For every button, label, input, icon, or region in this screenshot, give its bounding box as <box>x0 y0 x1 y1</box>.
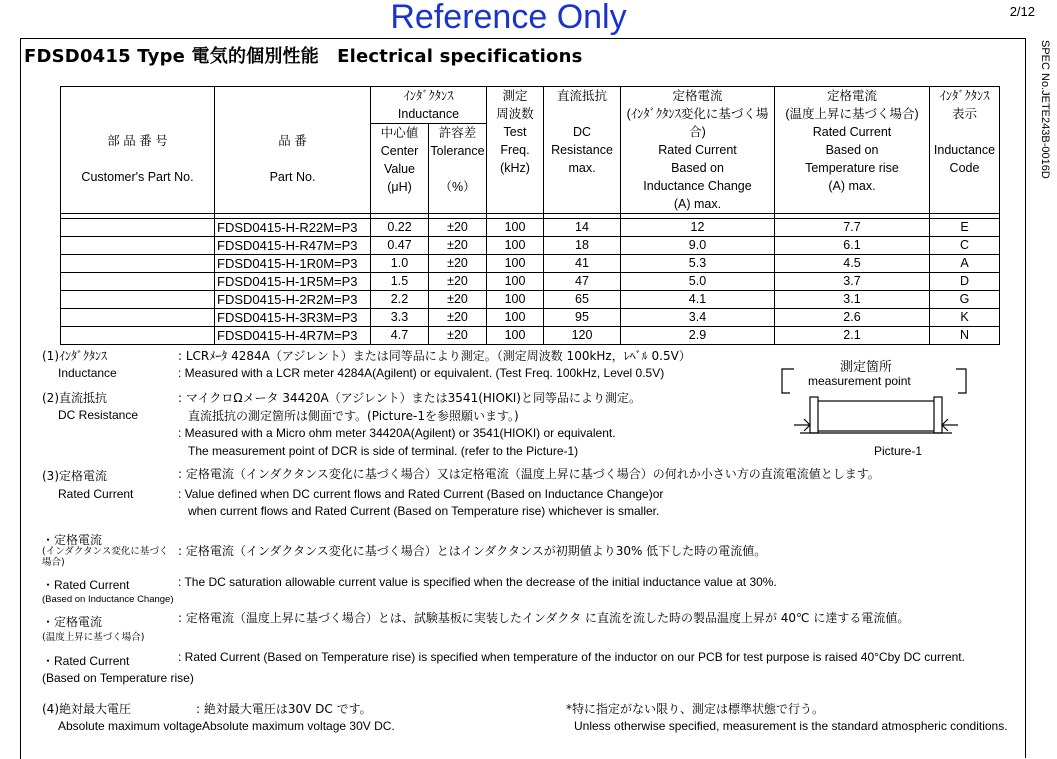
picture-label-en: measurement point <box>808 374 911 388</box>
cell-center-value: 0.47 <box>371 237 429 255</box>
header-part-jp: 品 番 <box>278 134 307 148</box>
bullet3-sublabel: (温度上昇に基づく場合) <box>42 632 145 643</box>
cell-dc-resistance: 120 <box>544 327 621 345</box>
header-ind-jp: ｲﾝﾀﾞｸﾀﾝｽ <box>403 89 454 103</box>
cell-tolerance: ±20 <box>429 309 487 327</box>
header-test-freq <box>487 87 544 214</box>
cell-customer-part-no <box>61 219 215 237</box>
header-cust-en: Customer's Part No. <box>81 170 194 184</box>
note3-en1: : Value defined when DC current flows and Rated Current (Based on Inductance Change)or <box>178 487 664 501</box>
picture-label-jp: 測定箇所 <box>840 360 893 375</box>
cell-rated-current-temperature: 7.7 <box>775 219 930 237</box>
cell-dc-resistance: 41 <box>544 255 621 273</box>
header-tol-unit: （%） <box>439 180 476 194</box>
cell-rated-current-inductance: 3.4 <box>621 309 775 327</box>
cell-part-no: FDSD0415-H-3R3M=P3 <box>215 309 371 327</box>
table-row <box>61 309 1000 327</box>
page-number: 2/12 <box>1009 4 1035 19</box>
cell-rated-current-temperature: 3.7 <box>775 273 930 291</box>
cell-customer-part-no <box>61 273 215 291</box>
cell-customer-part-no <box>61 237 215 255</box>
header-tol-jp: 許容差 <box>438 126 477 140</box>
note1-label-en: Inductance <box>58 366 117 380</box>
note4-label-en: Absolute maximum voltage <box>58 719 203 733</box>
header-dcr-jp: 直流抵抗 <box>556 89 607 103</box>
note3-label-jp: (3)定格電流 <box>42 469 107 483</box>
cell-center-value: 2.2 <box>371 291 429 309</box>
header-ri-en3: Inductance Change <box>643 179 752 193</box>
table-row <box>61 237 1000 255</box>
bullet4-sublabel: (Based on Temperature rise) <box>42 671 194 685</box>
header-freq-jp1: 測定 <box>502 89 528 103</box>
note3-jp: : 定格電流（インダクタンス変化に基づく場合）又は定格電流（温度上昇に基づく場合）の何れか小さい方の直流電流値とします。 <box>178 467 880 481</box>
table-row <box>61 219 1000 237</box>
header-rt-jp1: 定格電流 <box>826 89 877 103</box>
note1-label-jp: (1)ｲﾝﾀﾞｸﾀﾝｽ <box>42 349 107 363</box>
header-rt-unit: (A) max. <box>828 179 876 193</box>
cell-rated-current-inductance: 2.9 <box>621 327 775 345</box>
header-freq-jp2: 周波数 <box>496 107 534 121</box>
table-row <box>61 327 1000 345</box>
header-tol-en: Tolerance <box>430 144 485 158</box>
note2-label-jp: (2)直流抵抗 <box>42 391 107 405</box>
note1-jp: : LCRﾒｰﾀ 4284A（アジレント）または同等品により測定。（測定周波数 100kHz，ﾚﾍﾞﾙ 0.5V） <box>178 349 691 363</box>
cell-tolerance: ±20 <box>429 237 487 255</box>
cell-rated-current-inductance: 5.3 <box>621 255 775 273</box>
header-ri-jp1: 定格電流 <box>672 89 723 103</box>
header-code-jp2: 表示 <box>951 107 977 121</box>
cell-rated-current-temperature: 3.1 <box>775 291 930 309</box>
measurement-point-diagram <box>780 355 970 445</box>
header-center-unit: (μH) <box>387 180 412 194</box>
note2-en1: : Measured with a Micro ohm meter 34420A(Agilent) or 3541(HIOKI) or equivalent. <box>178 426 616 440</box>
header-dcr-en3: max. <box>568 161 596 175</box>
header-inductance <box>371 87 487 124</box>
cell-tolerance: ±20 <box>429 273 487 291</box>
cell-dc-resistance: 18 <box>544 237 621 255</box>
bullet4-text: : Rated Current (Based on Temperature rise) is specified when temperature of the inductor on our PCB for test purpose is raised 40°Cby DC current. <box>178 650 965 664</box>
bullet2-sublabel: (Based on Inductance Change) <box>42 594 174 605</box>
header-freq-unit: (kHz) <box>500 161 530 175</box>
cell-dc-resistance: 47 <box>544 273 621 291</box>
note4-jp: : 絶対最大電圧は30V DC です。 <box>196 702 372 716</box>
header-center-value <box>371 124 429 214</box>
bullet3-label: ・定格電流 <box>42 615 103 629</box>
standard-conditions-en: Unless otherwise specified, measurement is the standard atmospheric conditions. <box>574 719 1008 733</box>
cell-test-freq: 100 <box>487 327 544 345</box>
cell-inductance-code: A <box>930 255 1000 273</box>
header-rt-jp2: (温度上昇に基づく場合) <box>785 107 919 121</box>
document-title: FDSD0415 Type 電気的個別性能 Electrical specifications <box>24 46 583 67</box>
header-tolerance <box>429 124 487 214</box>
header-center-en2: Value <box>383 162 416 176</box>
cell-customer-part-no <box>61 255 215 273</box>
header-inductance-code <box>930 87 1000 214</box>
header-rt-en3: Temperature rise <box>805 161 899 175</box>
header-freq-en1: Test <box>503 125 527 139</box>
spec-table <box>60 86 1000 345</box>
cell-tolerance: ±20 <box>429 219 487 237</box>
cell-part-no: FDSD0415-H-R22M=P3 <box>215 219 371 237</box>
header-part-no <box>215 87 371 214</box>
cell-rated-current-inductance: 5.0 <box>621 273 775 291</box>
cell-part-no: FDSD0415-H-4R7M=P3 <box>215 327 371 345</box>
cell-rated-current-temperature: 2.6 <box>775 309 930 327</box>
cell-part-no: FDSD0415-H-2R2M=P3 <box>215 291 371 309</box>
table-row <box>61 255 1000 273</box>
cell-part-no: FDSD0415-H-R47M=P3 <box>215 237 371 255</box>
cell-rated-current-temperature: 2.1 <box>775 327 930 345</box>
header-code-en2: Code <box>949 161 980 175</box>
cell-dc-resistance: 95 <box>544 309 621 327</box>
cell-rated-current-temperature: 6.1 <box>775 237 930 255</box>
cell-part-no: FDSD0415-H-1R0M=P3 <box>215 255 371 273</box>
header-ri-jp2: (ｲﾝﾀﾞｸﾀﾝｽ変化に基づく場合) <box>626 107 769 139</box>
cell-tolerance: ±20 <box>429 255 487 273</box>
cell-test-freq: 100 <box>487 255 544 273</box>
header-ri-en1: Rated Current <box>658 143 737 157</box>
bullet3-text: : 定格電流（温度上昇に基づく場合）とは、試験基板に実装したインダクタ に直流を流した時の製品温度上昇が 40℃ に達する電流値。 <box>178 611 910 625</box>
cell-tolerance: ±20 <box>429 291 487 309</box>
note4-en: : Absolute maximum voltage 30V DC. <box>196 719 395 733</box>
spec-number: SPEC No.JETE243B-0016D <box>1039 40 1051 179</box>
cell-center-value: 1.0 <box>371 255 429 273</box>
header-ri-en2: Based on <box>671 161 724 175</box>
cell-inductance-code: E <box>930 219 1000 237</box>
header-rt-en1: Rated Current <box>812 125 892 139</box>
cell-rated-current-inductance: 12 <box>621 219 775 237</box>
cell-inductance-code: N <box>930 327 1000 345</box>
cell-inductance-code: D <box>930 273 1000 291</box>
note2-en2: The measurement point of DCR is side of terminal. (refer to the Picture-1) <box>188 444 579 458</box>
header-cust-jp: 部 品 番 号 <box>107 134 168 148</box>
header-freq-en2: Freq. <box>500 143 530 157</box>
standard-conditions-jp: *特に指定がない限り、測定は標準状態で行う。 <box>566 702 825 716</box>
table-row <box>61 291 1000 309</box>
cell-center-value: 1.5 <box>371 273 429 291</box>
header-center-en1: Center <box>380 144 419 158</box>
cell-part-no: FDSD0415-H-1R5M=P3 <box>215 273 371 291</box>
header-code-jp1: ｲﾝﾀﾞｸﾀﾝｽ <box>939 89 990 103</box>
header-center-jp: 中心値 <box>380 126 419 140</box>
note1-en: : Measured with a LCR meter 4284A(Agilent) or equivalent. (Test Freq. 100kHz, Level 0.5V) <box>178 366 665 380</box>
header-part-en: Part No. <box>269 170 316 184</box>
bullet1-text: : 定格電流（インダクタンス変化に基づく場合）とはインダクタンスが初期値より30% 低下した時の電流値。 <box>178 544 767 558</box>
cell-center-value: 3.3 <box>371 309 429 327</box>
bullet2-label: ・Rated Current <box>42 578 130 592</box>
cell-customer-part-no <box>61 291 215 309</box>
header-ri-unit: (A) max. <box>673 197 722 211</box>
header-rated-current-inductance <box>621 87 775 214</box>
picture-caption: Picture-1 <box>874 444 923 458</box>
bullet4-label: ・Rated Current <box>42 654 130 668</box>
note2-label-en: DC Resistance <box>58 408 139 422</box>
cell-test-freq: 100 <box>487 237 544 255</box>
header-dc-resistance <box>544 87 621 214</box>
note3-label-en: Rated Current <box>58 487 134 501</box>
header-code-en1: Inductance <box>933 143 996 157</box>
cell-test-freq: 100 <box>487 309 544 327</box>
cell-test-freq: 100 <box>487 219 544 237</box>
header-dcr-en1: DC <box>572 125 592 139</box>
document-frame-right <box>1025 38 1026 758</box>
cell-center-value: 4.7 <box>371 327 429 345</box>
note4-label-jp: (4)絶対最大電圧 <box>42 702 131 716</box>
cell-center-value: 0.22 <box>371 219 429 237</box>
cell-inductance-code: K <box>930 309 1000 327</box>
header-customer-part-no <box>61 87 215 214</box>
header-rated-current-temperature <box>775 87 930 214</box>
cell-inductance-code: G <box>930 291 1000 309</box>
bullet1-sublabel: (インダクタンス変化に基づく場合) <box>42 546 169 568</box>
cell-rated-current-inductance: 4.1 <box>621 291 775 309</box>
cell-customer-part-no <box>61 327 215 345</box>
bullet2-text: : The DC saturation allowable current value is specified when the decrease of the initial inductance value at 30%. <box>178 575 777 589</box>
watermark: Reference Only <box>390 0 627 36</box>
cell-rated-current-inductance: 9.0 <box>621 237 775 255</box>
table-row <box>61 273 1000 291</box>
note2-jp1: : マイクロΩメータ 34420A（アジレント）または3541(HIOKI)と同等品により測定。 <box>178 391 641 405</box>
cell-rated-current-temperature: 4.5 <box>775 255 930 273</box>
note2-jp2: 直流抵抗の測定箇所は側面です。(Picture-1を参照願います。) <box>188 409 519 423</box>
header-ind-en: Inductance <box>397 107 460 121</box>
cell-tolerance: ±20 <box>429 327 487 345</box>
note3-en2: when current flows and Rated Current (Based on Temperature rise) whichever is smaller. <box>188 504 660 518</box>
table-header-row-1 <box>61 87 1000 124</box>
header-dcr-en2: Resistance <box>551 143 613 157</box>
bullet1-label: ・定格電流 <box>42 533 103 547</box>
cell-dc-resistance: 14 <box>544 219 621 237</box>
cell-inductance-code: C <box>930 237 1000 255</box>
cell-test-freq: 100 <box>487 273 544 291</box>
cell-test-freq: 100 <box>487 291 544 309</box>
cell-dc-resistance: 65 <box>544 291 621 309</box>
cell-customer-part-no <box>61 309 215 327</box>
header-rt-en2: Based on <box>825 143 879 157</box>
